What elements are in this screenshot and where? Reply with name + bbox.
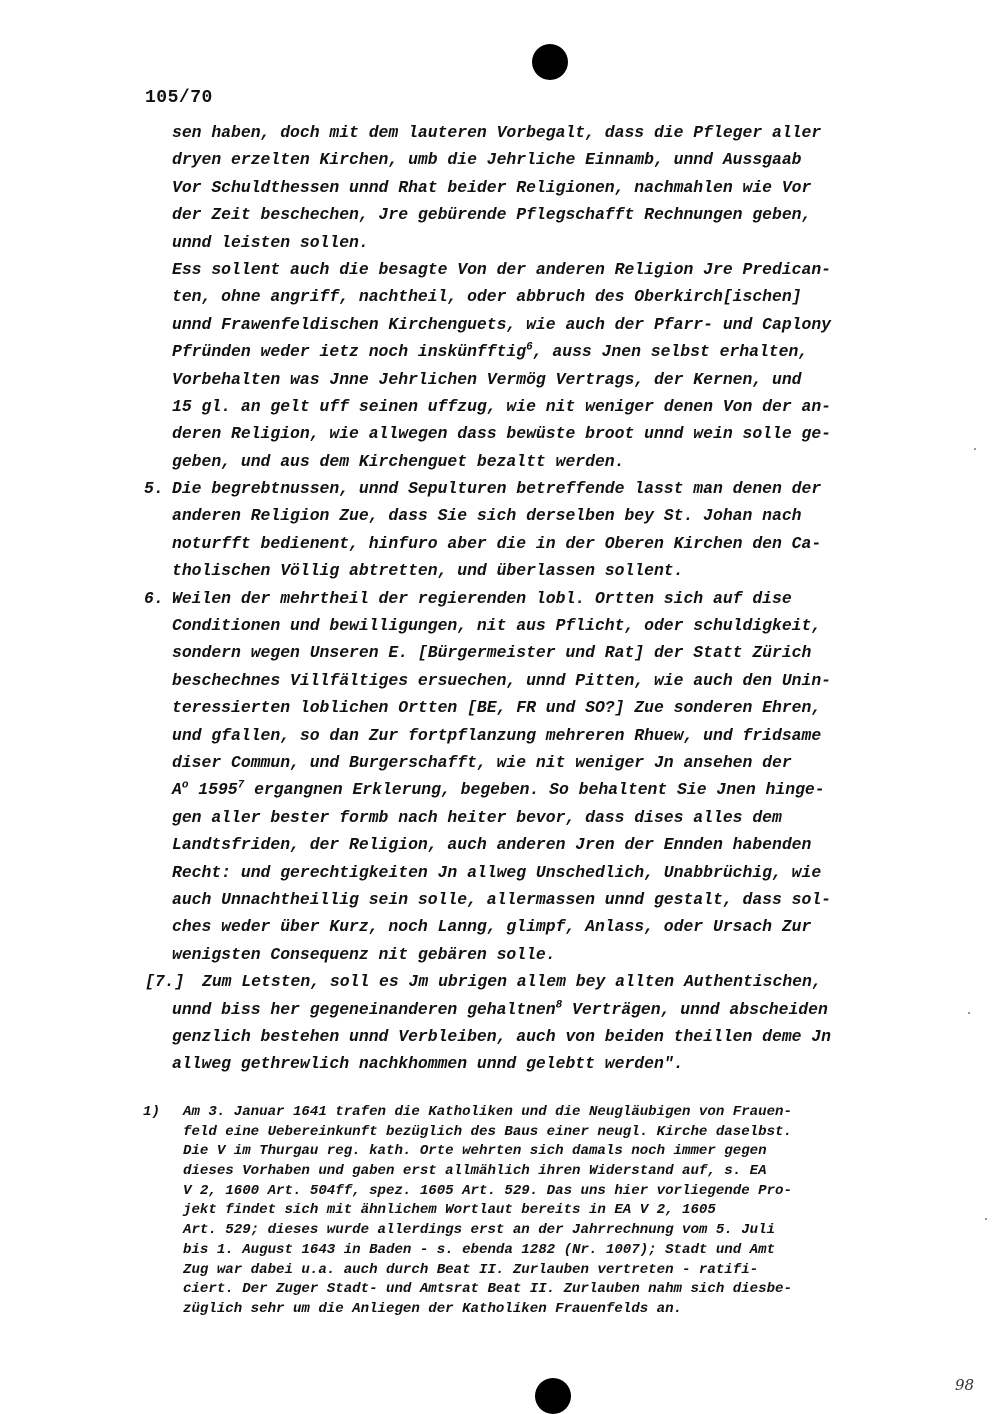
footnote-line: züglich sehr um die Anliegen der Katholiken Frauenfelds an. bbox=[183, 1300, 682, 1317]
text-run: Weilen der mehrtheil der regierenden lobl. Ortten sich auf dise bbox=[172, 588, 792, 608]
text-line: dryen erzelten Kirchen, umb die Jehrliche Einnamb, unnd Aussgaab bbox=[172, 150, 802, 170]
text-line: wenigsten Consequenz nit gebären solle. bbox=[172, 944, 556, 964]
text-line bbox=[144, 475, 897, 502]
text-line: Ess sollent auch die besagte Von der anderen Religion Jre Predican- bbox=[172, 259, 832, 279]
footnote-line: Zug war dabei u.a. auch durch Beat II. Zurlauben vertreten - ratifi- bbox=[183, 1261, 759, 1278]
text-run: unnd biss her gegeneinanderen gehaltnen bbox=[172, 999, 556, 1019]
text-run: , auss Jnen selbst erhalten, bbox=[532, 342, 809, 362]
text-line: allweg gethrewlich nachkhommen unnd gelebtt werden". bbox=[172, 1054, 684, 1074]
text-line: unnd Frawenfeldischen Kirchenguets, wie auch der Pfarr- und Caplony bbox=[172, 314, 832, 334]
footnote-ref-8: 8 bbox=[555, 999, 563, 1012]
text-run: Verträgen, unnd abscheiden bbox=[562, 999, 828, 1019]
text-line: Conditionen und bewilligungen, nit aus Pflicht, oder schuldigkeit, bbox=[172, 616, 822, 636]
footnote-line: Die V im Thurgau reg. kath. Orte wehrten sich damals noch immer gegen bbox=[183, 1143, 767, 1160]
punch-hole-top bbox=[532, 44, 568, 80]
text-line bbox=[145, 968, 897, 995]
footnote-line: ciert. Der Zuger Stadt- und Amtsrat Beat II. Zurlauben nahm sich diesbe- bbox=[183, 1281, 792, 1298]
page-reference: 105/70 bbox=[145, 88, 213, 108]
text-line: auch Unnachtheillig sein solle, allermassen unnd gestalt, dass sol- bbox=[172, 889, 832, 909]
footnote-ref-7: 7 bbox=[237, 779, 245, 792]
text-line: diser Commun, und Burgerschafft, wie nit weniger Jn ansehen der bbox=[172, 752, 792, 772]
text-line bbox=[172, 338, 897, 365]
text-run: 1595 bbox=[188, 780, 238, 800]
text-line: deren Religion, wie allwegen dass bewüste broot unnd wein solle ge- bbox=[172, 424, 832, 444]
text-line: Vor Schuldthessen unnd Rhat beider Religionen, nachmahlen wie Vor bbox=[172, 177, 812, 197]
text-line bbox=[172, 996, 897, 1023]
text-run: A bbox=[172, 780, 182, 800]
footnote-line: V 2, 1600 Art. 504ff, spez. 1605 Art. 529. Das uns hier vorliegende Pro- bbox=[183, 1182, 792, 1199]
footnote-line: dieses Vorhaben und gaben erst allmählich ihren Widerstand auf, s. EA bbox=[183, 1163, 767, 1180]
text-line: Landtsfriden, der Religion, auch anderen Jren der Ennden habenden bbox=[172, 835, 812, 855]
text-line: noturfft bedienent, hinfuro aber die in der Oberen Kirchen den Ca- bbox=[172, 533, 822, 553]
text-line: geben, und aus dem Kirchenguet bezaltt werden. bbox=[172, 451, 625, 471]
punch-hole-bottom bbox=[535, 1378, 571, 1414]
text-line bbox=[144, 585, 897, 612]
scan-speck bbox=[968, 1012, 970, 1014]
footnote-body bbox=[183, 1103, 792, 1320]
footnote-line: Art. 529; dieses wurde allerdings erst an der Jahrrechnung vom 5. Juli bbox=[183, 1222, 776, 1239]
text-line bbox=[172, 776, 897, 803]
document-body bbox=[144, 119, 897, 1078]
text-line: und gfallen, so dan Zur fortpflanzung mehreren Rhuew, und fridsame bbox=[172, 725, 822, 745]
text-line: anderen Religion Zue, dass Sie sich derselben bey St. Johan nach bbox=[172, 506, 802, 526]
footnote-line: bis 1. August 1643 in Baden - s. ebenda 1282 (Nr. 1007); Stadt und Amt bbox=[183, 1241, 776, 1258]
text-line: 15 gl. an gelt uff seinen uffzug, wie nit weniger denen Von der an- bbox=[172, 396, 832, 416]
text-line: ches weder über Kurz, noch Lanng, glimpf, Anlass, oder Ursach Zur bbox=[172, 917, 812, 937]
text-line: unnd leisten sollen. bbox=[172, 232, 369, 252]
text-line: tholischen Völlig abtretten, und überlassen sollent. bbox=[172, 561, 684, 581]
superscript: o bbox=[181, 779, 189, 792]
text-line: sen haben, doch mit dem lauteren Vorbegalt, dass die Pfleger aller bbox=[172, 123, 822, 142]
text-line: sondern wegen Unseren E. [Bürgermeister und Rat] der Statt Zürich bbox=[172, 643, 812, 663]
handwritten-page-number: 98 bbox=[955, 1376, 975, 1394]
footnote-line: Am 3. Januar 1641 trafen die Katholiken und die Neugläubigen von Frauen- bbox=[183, 1104, 792, 1120]
text-run: Zum Letsten, soll es Jm ubrigen allem bey allten Authentischen, bbox=[202, 972, 822, 992]
footnote-line: feld eine Uebereinkunft bezüglich des Baus einer neugl. Kirche daselbst. bbox=[183, 1123, 792, 1140]
scan-speck bbox=[974, 448, 976, 450]
text-line: beschechnes Villfältiges ersuechen, unnd Pitten, wie auch den Unin- bbox=[172, 670, 832, 690]
item-marker-5: 5. bbox=[144, 479, 164, 499]
scan-speck bbox=[985, 1218, 987, 1220]
text-line: gen aller bester formb nach heiter bevor, dass dises alles dem bbox=[172, 807, 782, 827]
footnote-ref-6: 6 bbox=[526, 341, 533, 354]
text-line: teressierten loblichen Ortten [BE, FR und SO?] Zue sonderen Ehren, bbox=[172, 698, 822, 718]
text-run: Pfründen weder ietz noch inskünfftig bbox=[172, 342, 527, 362]
text-run: Die begrebtnussen, unnd Sepulturen betreffende lasst man denen der bbox=[172, 479, 822, 499]
footnote-marker: 1) bbox=[143, 1104, 160, 1120]
text-line: Vorbehalten was Jnne Jehrlichen Vermög Vertrags, der Kernen, und bbox=[172, 369, 802, 389]
item-marker-6: 6. bbox=[144, 588, 164, 608]
text-line: Recht: und gerechtigkeiten Jn allweg Unschedlich, Unabbrüchig, wie bbox=[172, 862, 822, 882]
text-run: ergangnen Erklerung, begeben. So behaltent Sie Jnen hinge- bbox=[244, 780, 825, 800]
text-line: der Zeit beschechen, Jre gebürende Pflegschafft Rechnungen geben, bbox=[172, 205, 812, 225]
item-marker-7: [7.] bbox=[145, 972, 185, 992]
text-line: genzlich bestehen unnd Verbleiben, auch von beiden theillen deme Jn bbox=[172, 1026, 832, 1046]
text-line: ten, ohne angriff, nachtheil, oder abbruch des Oberkirch[ischen] bbox=[172, 287, 802, 307]
footnote-line: jekt findet sich mit ähnlichem Wortlaut bereits in EA V 2, 1605 bbox=[183, 1202, 716, 1219]
